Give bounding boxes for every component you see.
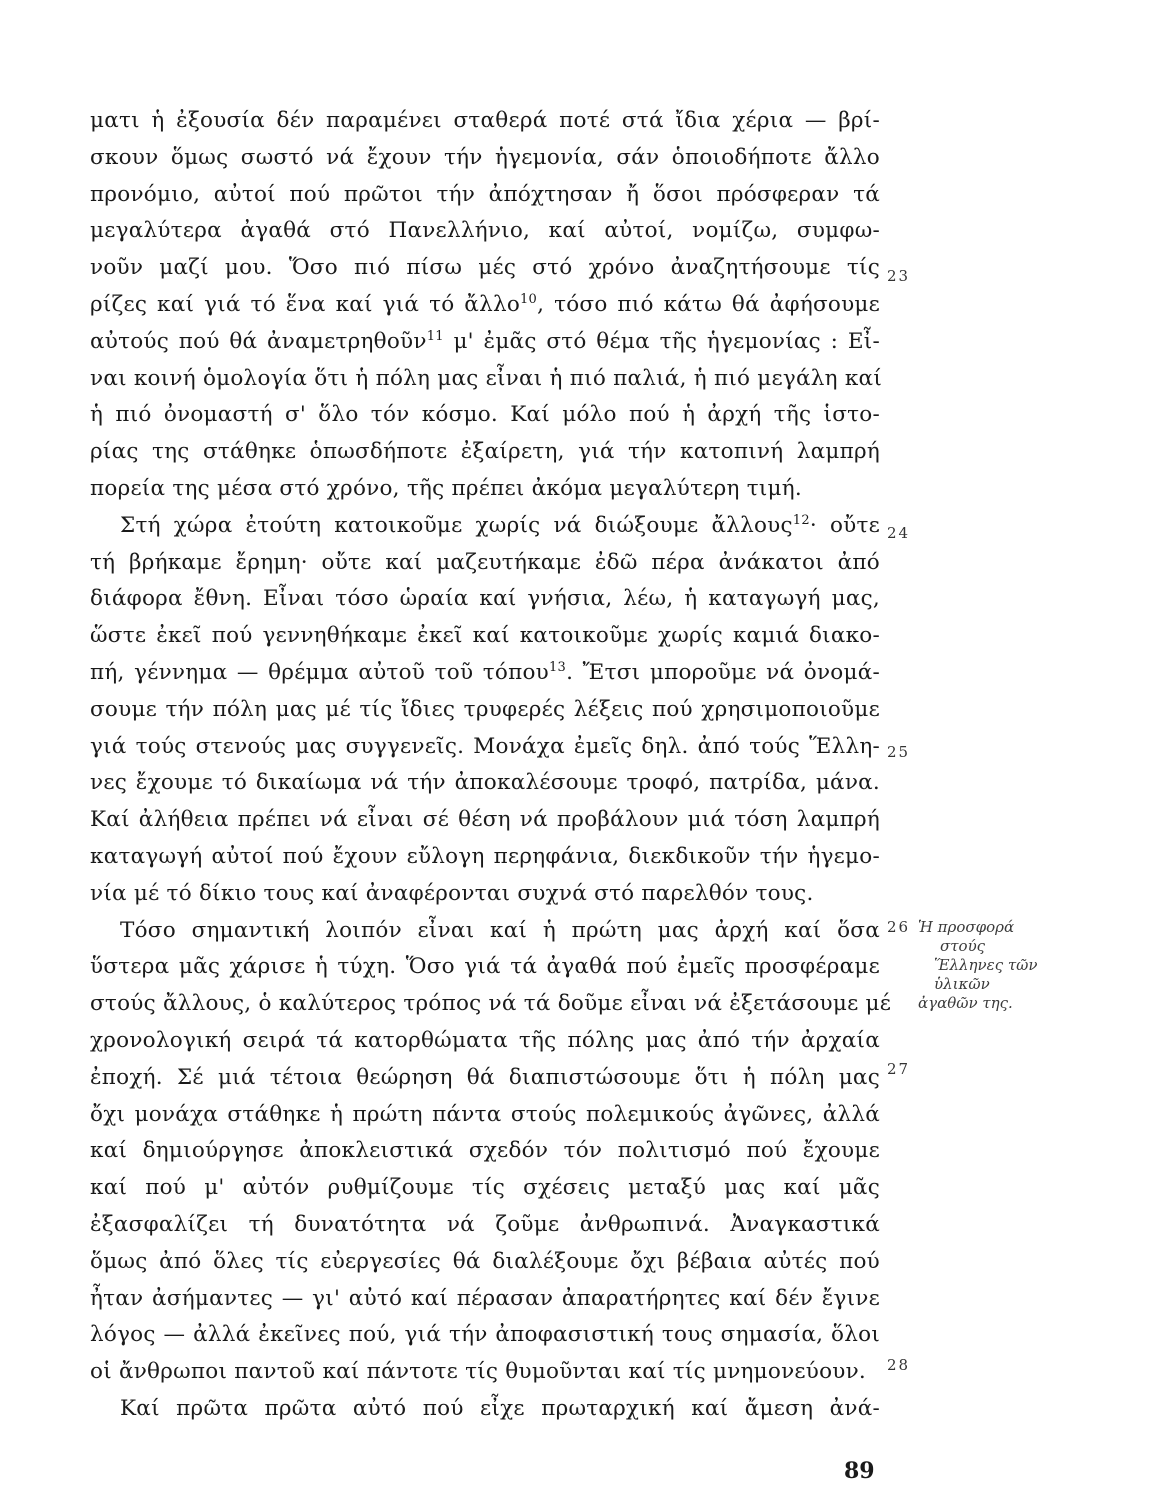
main-text-block [90, 103, 892, 1428]
section-number: 23 [887, 267, 911, 285]
text-line: ἐξασφαλίζει τή δυνατότητα νά ζοῦμε ἀνθρωπινά. Ἀναγκαστικά [90, 1211, 880, 1237]
section-number: 26 [887, 918, 911, 936]
text-line: καί δημιούργησε ἀποκλειστικά σχεδόν τόν πολιτισμό πού ἔχουμε [90, 1138, 880, 1164]
line-text: πή, γέννημα — θρέμμα αὐτοῦ τοῦ τόπου [90, 659, 550, 685]
line-text: ρίζες καί γιά τό ἕνα καί γιά τό ἄλλο [90, 291, 521, 317]
text-line: σκουν ὅμως σωστό νά ἔχουν τήν ἡγεμονία, σάν ὁποιοδήποτε ἄλλο [90, 144, 880, 170]
sidenote-line: Ἕλληνες τῶν [934, 956, 1038, 974]
text-line: οἱ ἄνθρωποι παντοῦ καί πάντοτε τίς θυμοῦνται καί τίς μνημονεύουν. [90, 1359, 867, 1385]
paragraph-first-line [90, 508, 880, 545]
text-line [90, 324, 880, 361]
text-line: διάφορα ἔθνη. Εἶναι τόσο ὡραία καί γνήσια, λέω, ἡ καταγωγή μας, [90, 586, 880, 612]
sidenote-line: στούς [940, 937, 986, 955]
line-text-after: . Ἔτσι μποροῦμε νά ὀνομά- [566, 659, 880, 685]
text-line: ἐποχή. Σέ μιά τέτοια θεώρηση θά διαπιστώσουμε ὅτι ἡ πόλη μας [90, 1064, 880, 1090]
text-line: ἦταν ἀσήμαντες — γι' αὐτό καί πέρασαν ἀπαρατήρητες καί δέν ἔγινε [90, 1285, 880, 1311]
text-line: ματι ἡ ἐξουσία δέν παραμένει σταθερά ποτέ στά ἴδια χέρια — βρί- [90, 108, 880, 133]
section-number: 27 [887, 1060, 911, 1078]
text-line: ναι κοινή ὁμολογία ὅτι ἡ πόλη μας εἶναι ἡ πιό παλιά, ἡ πιό μεγάλη καί [90, 365, 882, 391]
sidenote-line: Ἡ προσφορά [918, 918, 1015, 936]
text-line: ὄχι μονάχα στάθηκε ἡ πρώτη πάντα στούς πολεμικούς ἀγῶνες, ἀλλά [90, 1101, 880, 1127]
line-text: αὐτούς πού θά ἀναμετρηθοῦν [90, 328, 427, 354]
text-line: νες ἔχουμε τό δικαίωμα νά τήν ἀποκαλέσουμε τροφό, πατρίδα, μάνα. [90, 770, 880, 796]
paragraph-first-line: Τόσο σημαντική λοιπόν εἶναι καί ἡ πρώτη μας ἀρχή καί ὅσα [120, 917, 880, 943]
line-text-after: μ' ἐμᾶς στό θέμα τῆς ἡγεμονίας : Εἶ- [443, 328, 880, 354]
text-line: χρονολογική σειρά τά κατορθώματα τῆς πόλης μας ἀπό τήν ἀρχαία [90, 1027, 880, 1053]
text-line: ρίας της στάθηκε ὁπωσδήποτε ἐξαίρετη, γιά τήν κατοπινή λαμπρή [90, 439, 880, 465]
line-text-after: · οὔτε [809, 512, 880, 538]
section-number: 25 [887, 743, 911, 761]
footnote-ref-12: 12 [792, 512, 810, 528]
margin-sidenote [918, 918, 1048, 1013]
text-line: ὥστε ἐκεῖ πού γεννηθήκαμε ἐκεῖ καί κατοικοῦμε χωρίς καμιά διακο- [90, 623, 880, 649]
section-number: 24 [887, 524, 911, 542]
footnote-ref-10: 10 [520, 291, 538, 307]
text-line: νοῦν μαζί μου. Ὅσο πιό πίσω μές στό χρόνο ἀναζητήσουμε τίς [90, 255, 880, 281]
text-line: καταγωγή αὐτοί πού ἔχουν εὔλογη περηφάνια, διεκδικοῦν τήν ἡγεμο- [90, 843, 880, 869]
text-line: στούς ἄλλους, ὁ καλύτερος τρόπος νά τά δοῦμε εἶναι νά ἐξετάσουμε μέ [90, 991, 892, 1017]
text-line: Καί ἀλήθεια πρέπει νά εἶναι σέ θέση νά προβάλουν μιά τόση λαμπρή [90, 807, 880, 833]
text-line: μεγαλύτερα ἀγαθά στό Πανελλήνιο, καί αὐτοί, νομίζω, συμφω- [90, 218, 880, 244]
text-line: καί πού μ' αὐτόν ρυθμίζουμε τίς σχέσεις μεταξύ μας καί μᾶς [90, 1175, 880, 1201]
text-line: ὕστερα μᾶς χάρισε ἡ τύχη. Ὅσο γιά τά ἀγαθά πού ἐμεῖς προσφέραμε [90, 954, 880, 980]
text-line: τή βρήκαμε ἔρημη· οὔτε καί μαζευτήκαμε ἐδῶ πέρα ἀνάκατοι ἀπό [90, 549, 880, 575]
line-text: Στή χώρα ἐτούτη κατοικοῦμε χωρίς νά διώξουμε ἄλλους [120, 512, 793, 538]
footnote-ref-11: 11 [426, 328, 444, 344]
text-line: νία μέ τό δίκιο τους καί ἀναφέρονται συχνά στό παρελθόν τους. [90, 880, 814, 906]
text-line: γιά τούς στενούς μας συγγενεῖς. Μονάχα ἐμεῖς δηλ. ἀπό τούς Ἕλλη- [90, 733, 880, 759]
line-text-after: , τόσο πιό κάτω θά ἀφήσουμε [537, 291, 880, 317]
text-line: λόγος — ἀλλά ἐκεῖνες πού, γιά τήν ἀποφασιστική τους σημασία, ὅλοι [90, 1322, 880, 1348]
text-line: ἡ πιό ὀνομαστή σ' ὅλο τόν κόσμο. Καί μόλο πού ἡ ἀρχή τῆς ἱστο- [90, 402, 880, 428]
text-line [90, 287, 880, 324]
footnote-ref-13: 13 [549, 659, 567, 675]
text-line: ὅμως ἀπό ὅλες τίς εὐεργεσίες θά διαλέξουμε ὄχι βέβαια αὐτές πού [90, 1248, 880, 1274]
text-line: πορεία της μέσα στό χρόνο, τῆς πρέπει ἀκόμα μεγαλύτερη τιμή. [90, 475, 802, 501]
sidenote-line: ἀγαθῶν της. [918, 994, 1013, 1012]
text-line: σουμε τήν πόλη μας μέ τίς ἴδιες τρυφερές λέξεις πού χρησιμοποιοῦμε [90, 696, 880, 722]
paragraph-first-line: Καί πρῶτα πρῶτα αὐτό πού εἶχε πρωταρχική καί ἄμεση ἀνά- [120, 1395, 880, 1421]
text-line [90, 655, 880, 692]
text-line: προνόμιο, αὐτοί πού πρῶτοι τήν ἀπόχτησαν ἤ ὅσοι πρόσφεραν τά [90, 181, 880, 207]
sidenote-line: ὑλικῶν [934, 975, 990, 993]
section-number: 28 [887, 1356, 911, 1374]
page-number: 89 [844, 1458, 875, 1484]
